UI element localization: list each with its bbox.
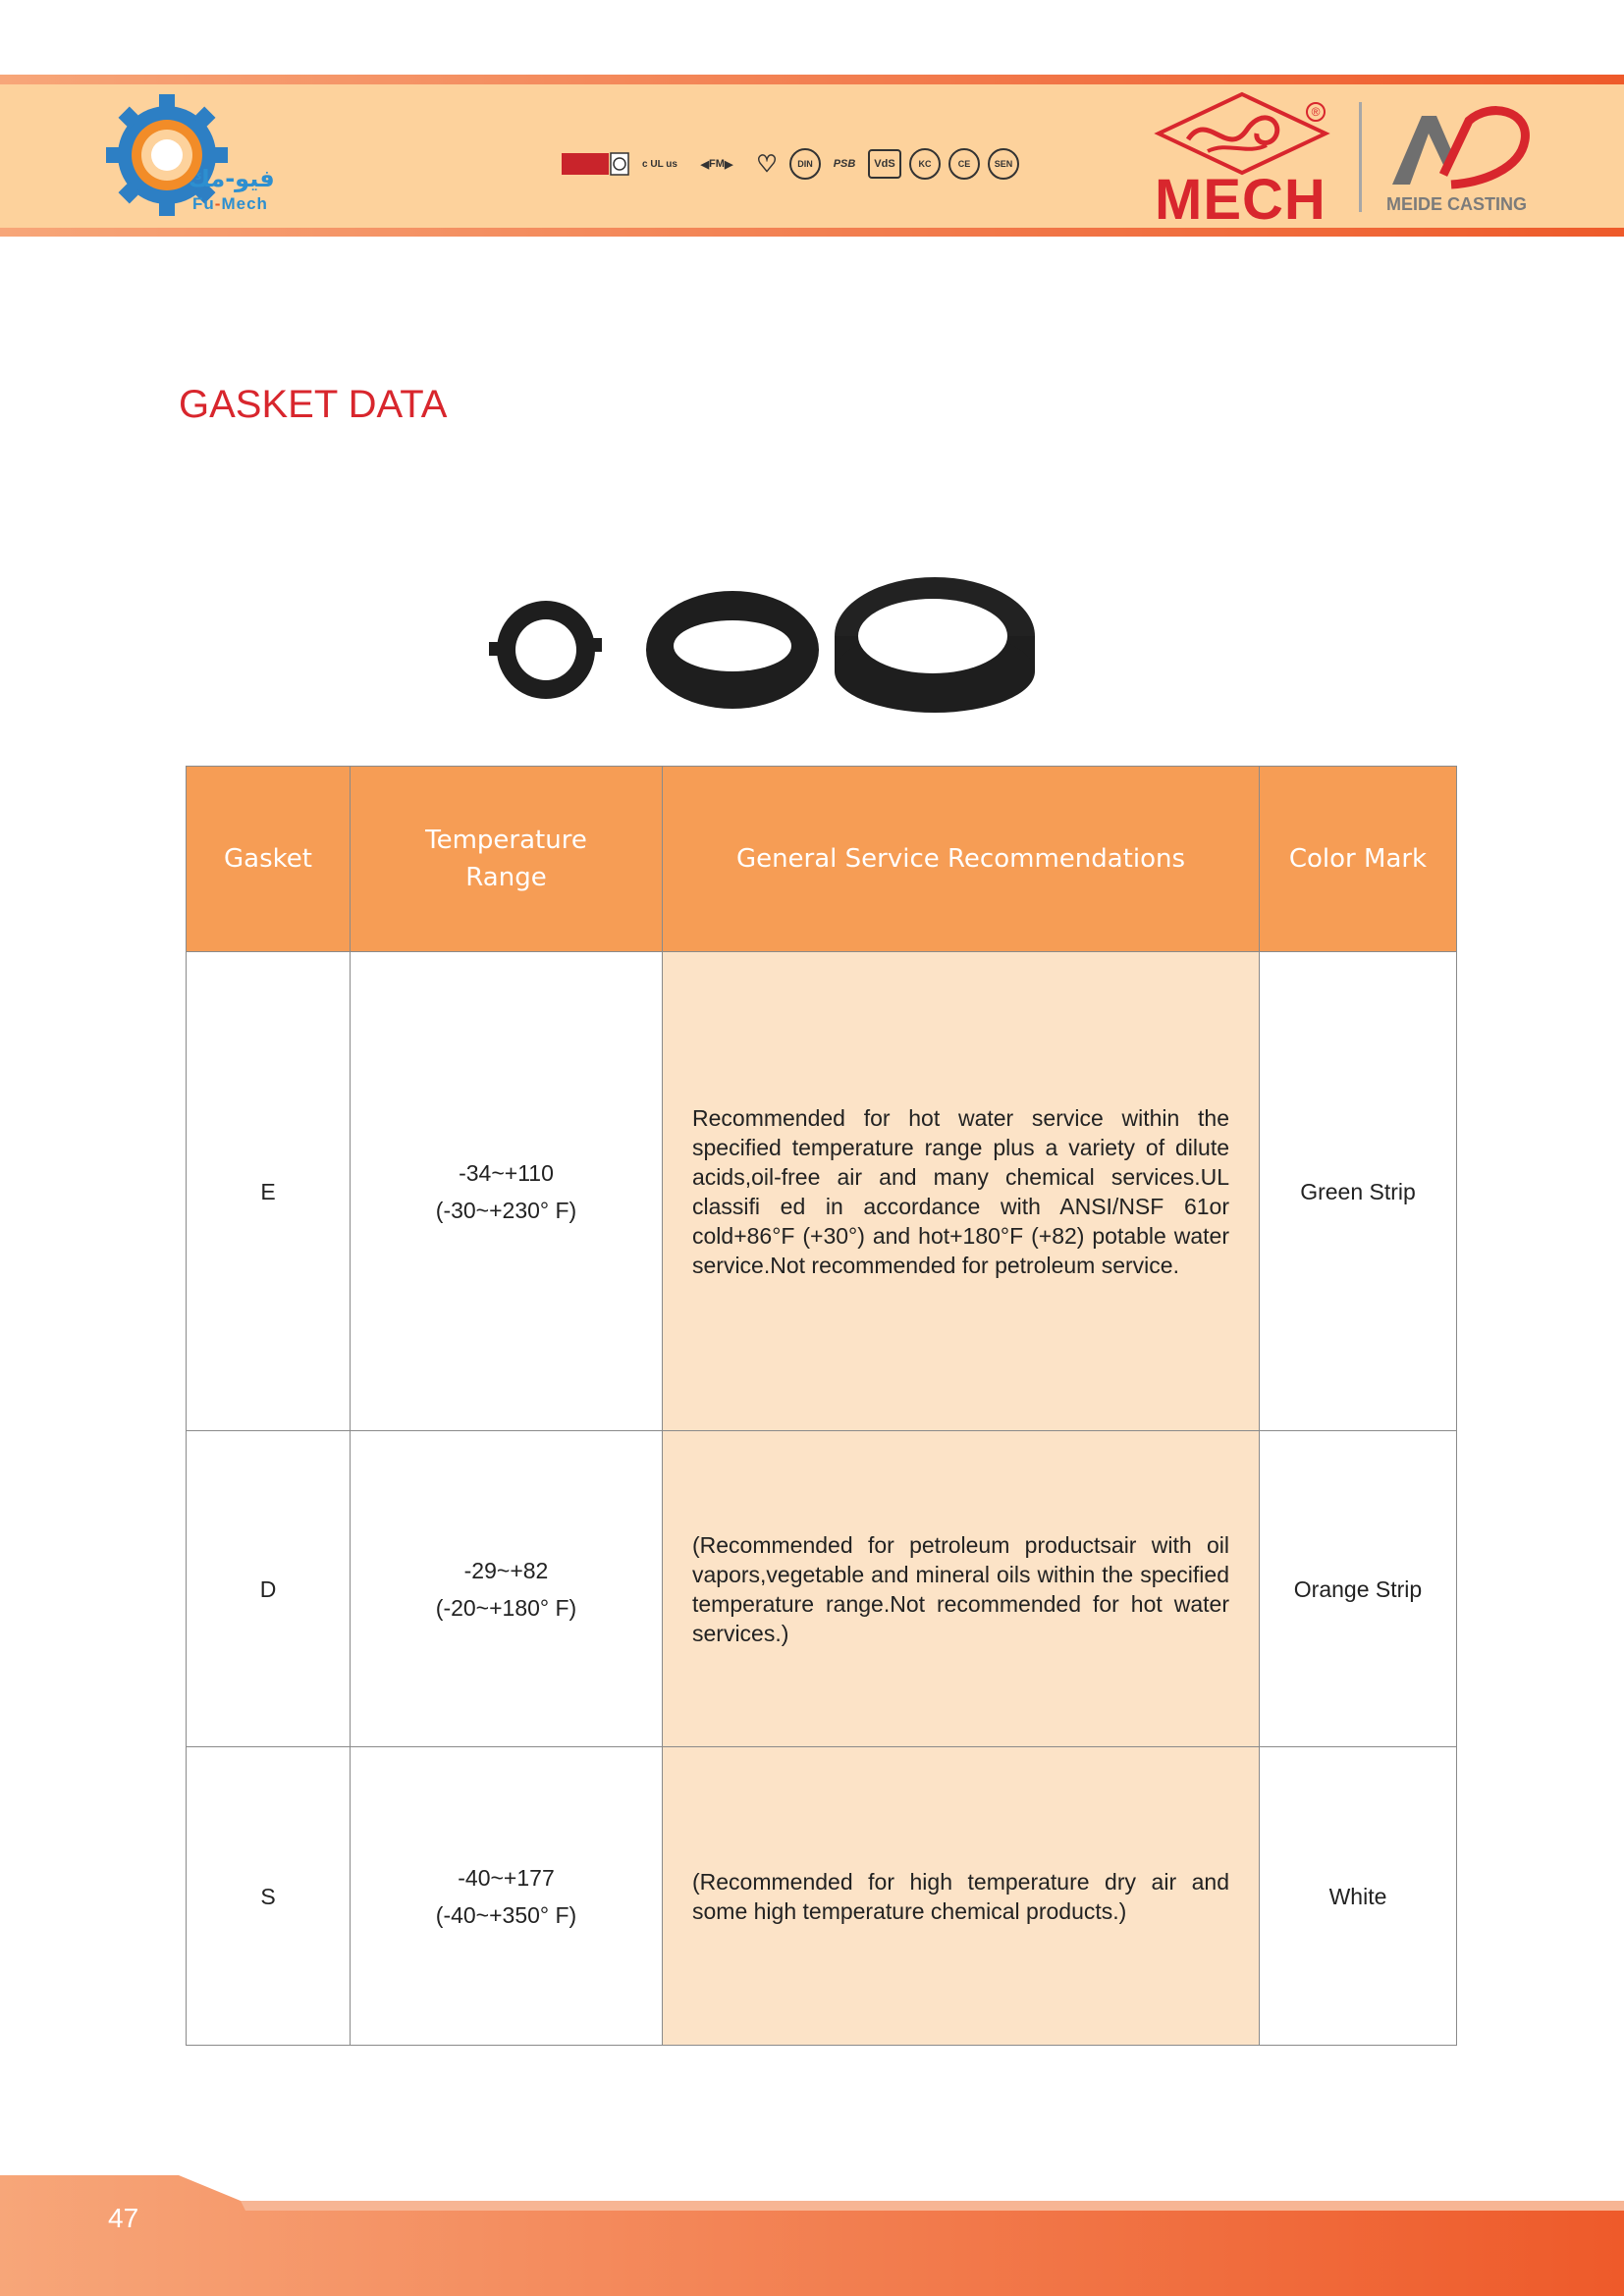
gasket-photo <box>479 556 1039 724</box>
temperature-range: -40~+177 (-40~+350° F) <box>351 1747 663 2046</box>
temperature-range: -29~+82 (-20~+180° F) <box>351 1431 663 1747</box>
sen-cert-icon: SEN <box>988 148 1019 180</box>
brand-latin-text: Fu-Mech <box>192 194 268 213</box>
color-mark: Green Strip <box>1260 952 1457 1431</box>
table-row <box>187 1431 1457 1747</box>
brand-arabic-text: فيو-مك <box>189 165 275 192</box>
logo-divider <box>1359 102 1362 212</box>
header-color-mark: Color Mark <box>1260 767 1457 952</box>
psb-cert-icon: PSB <box>833 158 856 170</box>
table-header-row <box>187 767 1457 952</box>
din-dvgw-cert-icon: DIN <box>789 148 821 180</box>
footer-band <box>0 2169 1624 2296</box>
ul-listed-cert-icon: c UL us <box>642 158 677 170</box>
large-gasket-image <box>835 577 1035 713</box>
medium-gasket-image <box>646 591 819 709</box>
page-title: GASKET DATA <box>179 383 448 426</box>
vds-cert-icon: VdS <box>868 149 901 179</box>
certification-logos <box>562 141 1019 187</box>
vds-heart-cert-icon: ♡ <box>756 150 778 178</box>
kc-cert-icon: KC <box>909 148 941 180</box>
header-bottom-stripe <box>0 228 1624 237</box>
temperature-range: -34~+110 (-30~+230° F) <box>351 952 663 1431</box>
table-row <box>187 952 1457 1431</box>
ce-cert-icon: CE <box>948 148 980 180</box>
gasket-code: S <box>187 1747 351 2046</box>
color-mark: Orange Strip <box>1260 1431 1457 1747</box>
table-row <box>187 1747 1457 2046</box>
small-gasket-image <box>489 601 602 699</box>
color-mark: White <box>1260 1747 1457 2046</box>
header-service-recommendations: General Service Recommendations <box>663 767 1260 952</box>
gasket-code: D <box>187 1431 351 1747</box>
header-temperature-range: Temperature Range <box>351 767 663 952</box>
meide-logo-icon <box>1382 96 1530 194</box>
gasket-code: E <box>187 952 351 1431</box>
gasket-data-table <box>186 766 1457 2046</box>
service-recommendation: Recommended for hot water service within the specified temperature range plus a variety of dilute acids,oil-free air and many chemical services.UL classifi ed in accordance with ANSI/NSF 61or cold+86°F (+30°) and hot+180°F (+82) potable water service.Not recommended for petroleum service. <box>663 952 1260 1431</box>
header-gasket: Gasket <box>187 767 351 952</box>
meide-casting-text: MEIDE CASTING <box>1386 194 1528 214</box>
header-top-stripe <box>0 75 1624 84</box>
lpcb-cert-icon <box>562 147 630 181</box>
service-recommendation: (Recommended for petroleum productsair with oil vapors,vegetable and mineral oils within the specified temperature range.Not recommended for hot water services.) <box>663 1431 1260 1747</box>
fm-approved-cert-icon: ◀ FM ▶ <box>700 158 733 171</box>
service-recommendation: (Recommended for high temperature dry air and some high temperature chemical products.) <box>663 1747 1260 2046</box>
page-number: 47 <box>108 2203 139 2233</box>
registered-mark: ® <box>1306 102 1326 122</box>
mech-wordmark: MECH <box>1155 168 1326 232</box>
